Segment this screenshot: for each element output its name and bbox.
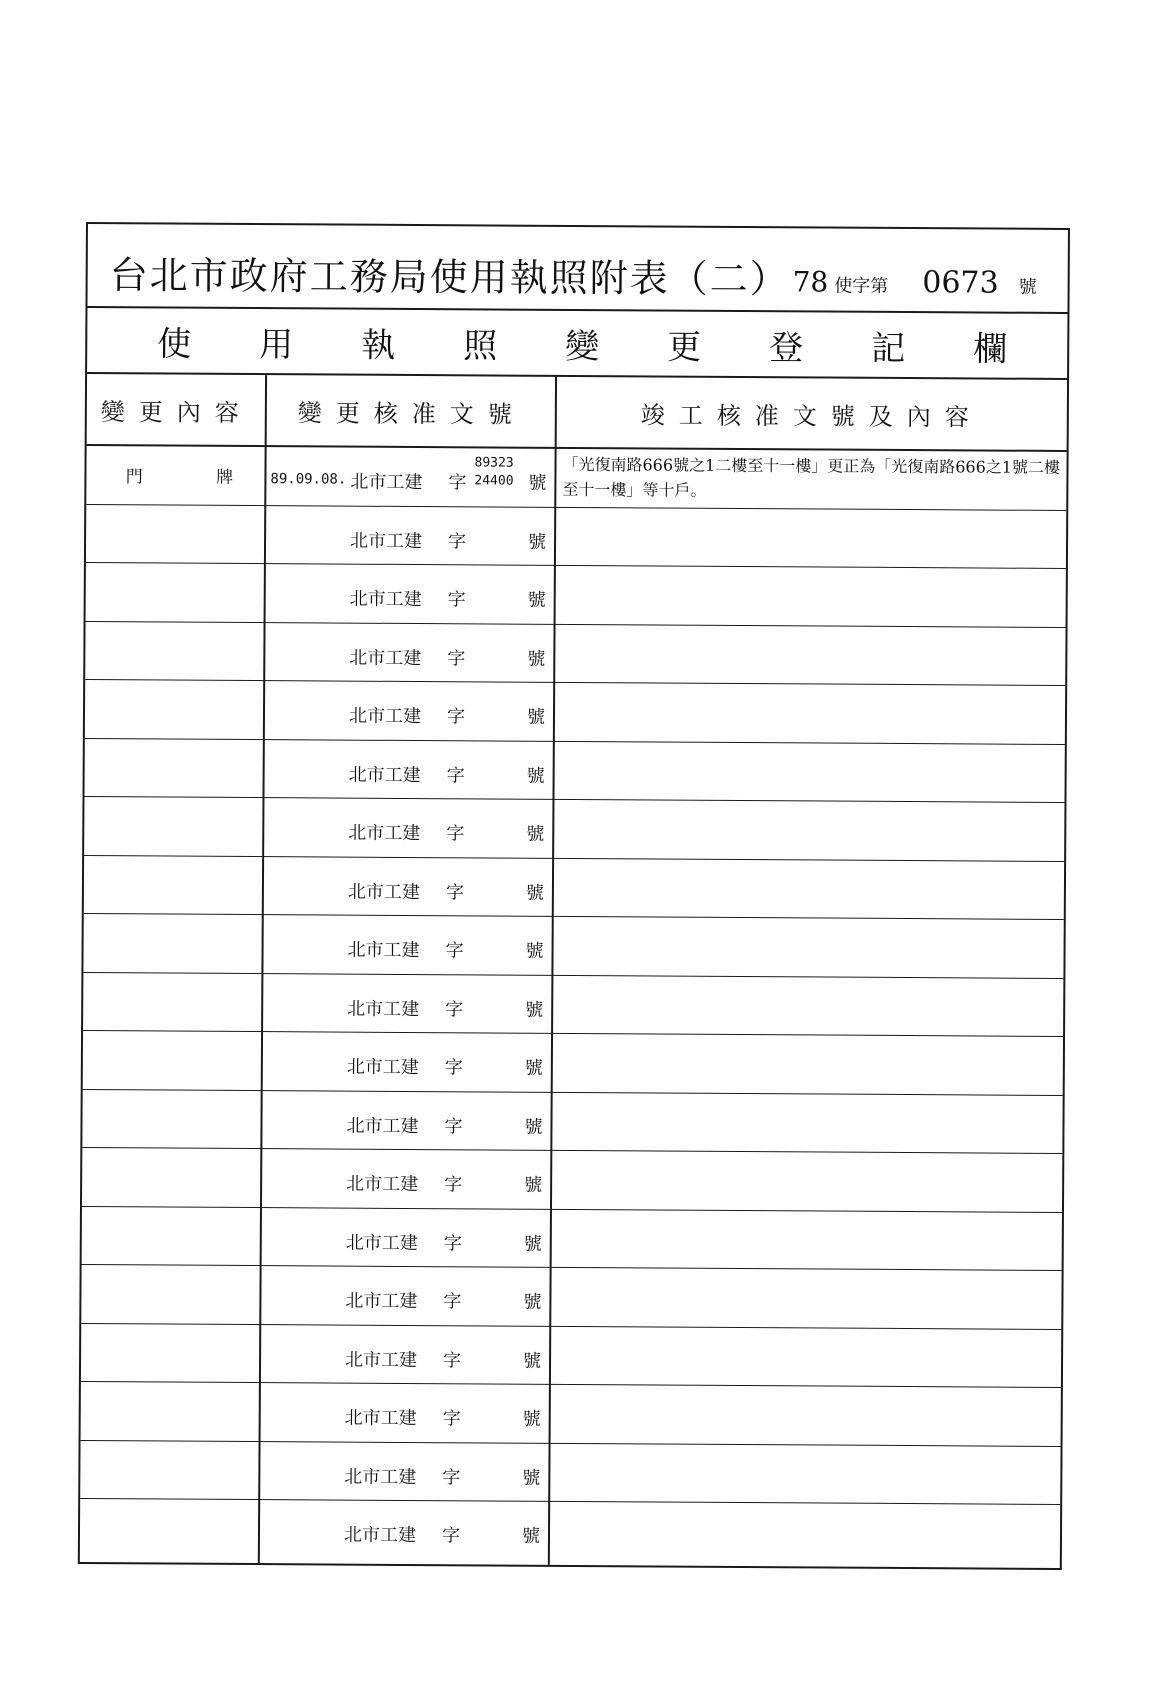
table-row (83, 1031, 1063, 1095)
table-row (86, 563, 1066, 627)
approval-office: 北市工建 (346, 1056, 419, 1079)
section-heading-char: 使 (157, 323, 192, 365)
approval-hao: 號 (523, 1233, 542, 1255)
approval-hao: 號 (522, 1350, 542, 1372)
approval-hao: 號 (527, 648, 546, 670)
approval-office: 北市工建 (350, 471, 423, 494)
change-approval-cell (266, 564, 556, 623)
section-heading-char: 更 (667, 327, 702, 368)
approval-zi: 字 (447, 589, 466, 611)
table-row (81, 1382, 1061, 1446)
approval-office: 北市工建 (344, 1407, 417, 1430)
license-suffix: 號 (1018, 276, 1037, 298)
table-row (86, 505, 1066, 569)
header-change-approval-number: 變更核准文號 (297, 398, 526, 429)
approval-zi: 字 (448, 472, 467, 494)
approval-zi: 字 (445, 998, 464, 1020)
license-appendix-sheet (78, 222, 1070, 1570)
change-content-cell (81, 1265, 281, 1324)
approval-hao: 號 (526, 823, 545, 845)
change-content-cell (85, 680, 285, 739)
change-content-cell (84, 797, 284, 856)
table-body (80, 446, 1067, 1563)
completion-cell (550, 1443, 1060, 1504)
table-row (81, 1265, 1061, 1329)
table-row (83, 972, 1063, 1036)
section-heading-char: 執 (361, 325, 396, 366)
change-content-cell (81, 1323, 281, 1382)
completion-cell (556, 507, 1066, 568)
approval-zi: 字 (444, 1057, 463, 1079)
change-approval-cell (261, 1266, 551, 1325)
header-change-content: 變更內容 (100, 397, 253, 427)
change-approval-cell (262, 1208, 552, 1267)
approval-zi: 字 (444, 1115, 463, 1137)
change-approval-cell (264, 740, 554, 799)
approval-zi: 字 (446, 823, 465, 845)
approval-hao: 號 (525, 999, 544, 1021)
table-row (80, 1440, 1060, 1504)
change-approval-cell (261, 1383, 551, 1442)
approval-zi: 字 (442, 1408, 461, 1430)
approval-hao: 號 (524, 1116, 543, 1138)
approval-hao: 號 (525, 940, 544, 962)
approval-zi: 字 (445, 881, 464, 903)
change-approval-cell (261, 1325, 551, 1384)
approval-office: 北市工建 (348, 764, 421, 786)
completion-cell (556, 566, 1066, 627)
approval-office: 北市工建 (349, 530, 423, 552)
doc-number-line1: 89323 (474, 455, 514, 471)
change-content-cell (84, 739, 284, 798)
change-content-cell (81, 1382, 281, 1441)
approval-office: 北市工建 (344, 1349, 418, 1371)
completion-cell (551, 1385, 1061, 1446)
approval-hao: 號 (522, 1467, 541, 1489)
change-content-cell (82, 1148, 282, 1207)
doc-number-line2: 24400 (474, 473, 514, 489)
table-row (80, 1499, 1060, 1563)
change-approval-cell (265, 623, 555, 682)
table-row (82, 1089, 1062, 1153)
change-content-cell (86, 563, 286, 622)
approval-hao: 號 (521, 1525, 541, 1547)
table-row (82, 1148, 1062, 1212)
change-content-cell: 門 牌 (125, 467, 268, 489)
approval-office: 北市工建 (344, 1466, 417, 1488)
approval-hao: 號 (524, 1057, 543, 1079)
approval-zi: 字 (446, 764, 465, 786)
change-approval-cell (262, 1149, 552, 1208)
approval-zi: 字 (443, 1291, 462, 1313)
approval-zi: 字 (446, 706, 466, 728)
completion-cell (555, 683, 1065, 744)
approval-zi: 字 (447, 647, 466, 669)
license-prefix: 78 (792, 265, 829, 299)
change-approval-cell (266, 447, 556, 506)
change-content-cell (83, 1031, 283, 1090)
change-content-cell (86, 505, 286, 564)
change-approval-cell (262, 1091, 552, 1150)
title-row (87, 224, 1067, 314)
completion-cell (555, 624, 1065, 685)
completion-cell (553, 975, 1063, 1036)
change-approval-cell (265, 681, 555, 740)
approval-office: 北市工建 (343, 1524, 417, 1547)
section-heading-char: 用 (259, 324, 294, 365)
approval-date: 89.09.08. (270, 471, 347, 488)
change-content-cell (82, 1206, 282, 1265)
approval-office: 北市工建 (349, 647, 422, 669)
approval-hao: 號 (527, 589, 546, 611)
completion-cell (554, 858, 1064, 919)
change-content-cell (83, 914, 283, 973)
completion-cell (554, 741, 1064, 802)
approval-office: 北市工建 (348, 705, 422, 728)
approval-hao: 號 (526, 706, 546, 728)
approval-office: 北市工建 (347, 939, 420, 962)
table-row (84, 856, 1064, 920)
approval-hao: 號 (526, 765, 545, 787)
section-heading-char: 照 (463, 325, 498, 367)
section-heading (87, 308, 1067, 380)
table-row (86, 446, 1066, 510)
change-approval-cell (260, 1442, 550, 1501)
change-content-cell (83, 972, 283, 1031)
change-content-cell (80, 1440, 280, 1499)
table-row (84, 797, 1064, 861)
section-heading-char: 欄 (973, 328, 1008, 370)
change-approval-cell (263, 974, 553, 1033)
approval-zi: 字 (445, 940, 464, 962)
completion-cell (552, 1209, 1062, 1270)
change-approval-cell (264, 798, 554, 857)
change-approval-cell (264, 857, 554, 916)
approval-doc-number (474, 454, 513, 490)
table-row (85, 680, 1065, 744)
change-approval-cell (263, 1032, 553, 1091)
approval-office: 北市工建 (347, 998, 420, 1020)
change-content-cell (84, 856, 284, 915)
approval-office: 北市工建 (346, 1115, 419, 1137)
approval-office: 北市工建 (345, 1290, 418, 1313)
approval-hao: 號 (524, 1174, 543, 1196)
table-row (81, 1323, 1061, 1387)
approval-hao: 號 (522, 1408, 541, 1430)
section-heading-char: 登 (769, 327, 804, 368)
approval-zi: 字 (441, 1525, 461, 1547)
approval-zi: 字 (444, 1174, 463, 1196)
completion-cell (551, 1326, 1061, 1387)
header-completion-approval: 竣工核准文號及內容 (640, 400, 983, 431)
completion-cell (554, 800, 1064, 861)
change-approval-cell (263, 915, 553, 974)
approval-zi: 字 (443, 1232, 462, 1254)
license-type: 使字第 (834, 275, 889, 297)
license-number-block (793, 264, 1037, 300)
approval-zi: 字 (442, 1349, 462, 1371)
approval-hao: 號 (528, 472, 547, 494)
change-content-cell (85, 622, 285, 681)
approval-office: 北市工建 (346, 1173, 419, 1196)
approval-hao: 號 (523, 1291, 542, 1313)
change-approval-cell (266, 506, 556, 565)
table-row (85, 622, 1065, 686)
approval-zi: 字 (447, 530, 467, 552)
completion-cell (553, 917, 1063, 978)
completion-cell (550, 1502, 1060, 1564)
table-row (83, 914, 1063, 978)
approval-zi: 字 (442, 1466, 461, 1488)
table-header (87, 374, 1067, 452)
completion-cell (552, 1151, 1062, 1212)
section-heading-char: 變 (565, 326, 600, 367)
completion-cell (551, 1268, 1061, 1329)
approval-hao: 號 (525, 882, 544, 904)
change-content-cell (80, 1499, 280, 1559)
document-title: 台北市政府工務局使用執照附表（二） (109, 253, 790, 302)
table-row (84, 739, 1064, 803)
approval-office: 北市工建 (347, 881, 420, 903)
approval-hao: 號 (527, 531, 547, 553)
approval-office: 北市工建 (349, 588, 422, 611)
license-number: 0673 (922, 265, 999, 301)
change-content-cell (82, 1089, 282, 1148)
completion-cell (552, 1092, 1062, 1153)
completion-cell: 「光復南路666號之1二樓至十一樓」更正為「光復南路666之1號二樓至十一樓」等十戶。 (562, 454, 1061, 500)
approval-office: 北市工建 (348, 822, 421, 845)
table-row (82, 1206, 1062, 1270)
completion-cell (553, 1034, 1063, 1095)
approval-office: 北市工建 (345, 1232, 418, 1254)
section-heading-char: 記 (871, 328, 906, 369)
change-approval-cell (260, 1500, 550, 1560)
